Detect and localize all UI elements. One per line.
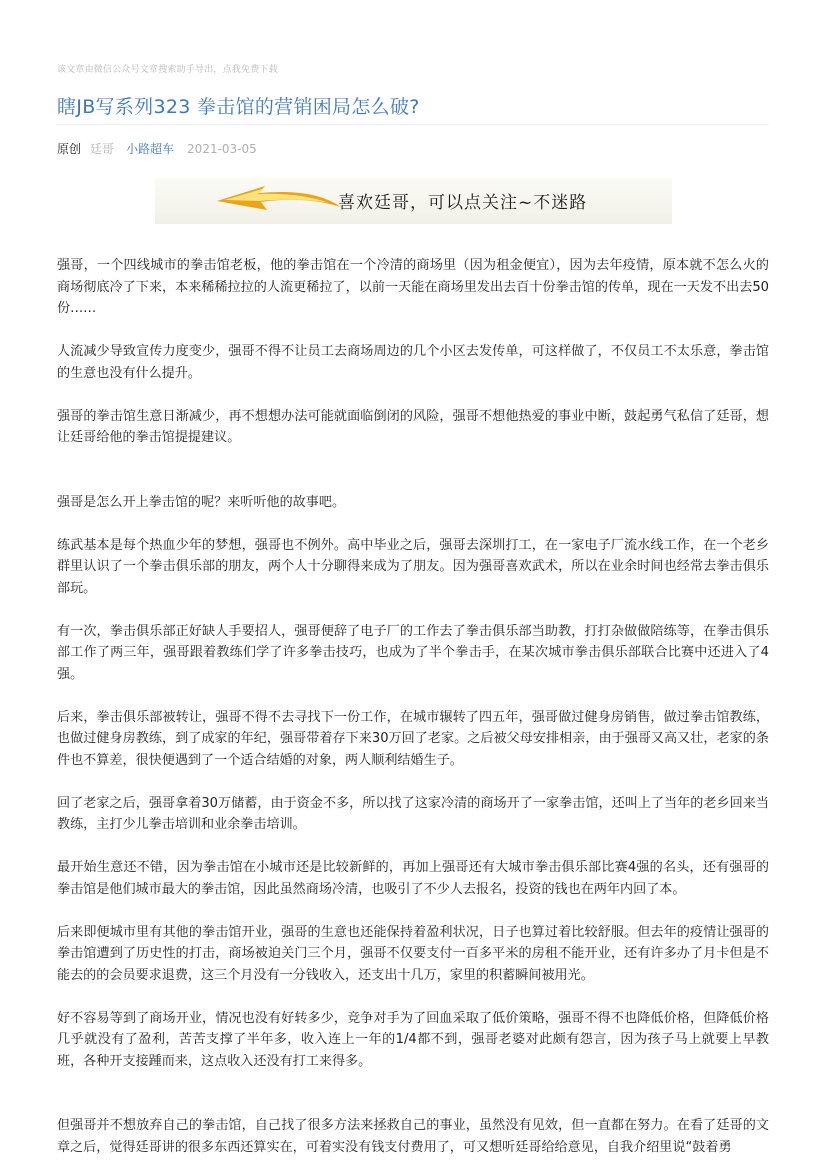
paragraph: 后来，拳击俱乐部被转让，强哥不得不去寻找下一份工作，在城市辗转了四五年，强哥做过健身房销售，做过拳击馆教练，也做过健身房教练，到了成家的年纪，强哥带着存下来30万回了老家。之后被父母安排相亲，由于强哥又高又壮，老家的条件也不算差，很快便遇到了一个适合结婚的对象，两人顺利结婚生子。 [57,709,769,768]
banner-text: 喜欢廷哥，可以点关注~不迷路 [338,193,588,213]
paragraph: 回了老家之后，强哥拿着30万储蓄，由于资金不多，所以找了这家冷清的商场开了一家拳击馆，还叫上了当年的老乡回来当教练，主打少儿拳击培训和业余拳击培训。 [57,795,769,832]
paragraph: 强哥的拳击馆生意日渐减少，再不想想办法可能就面临倒闭的风险，强哥不想他热爱的事业中断，鼓起勇气私信了廷哥，想让廷哥给他的拳击馆提提建议。 [57,408,769,445]
paragraph: 但强哥并不想放弃自己的拳击馆，自己找了很多方法来拯救自己的事业，虽然没有见效，但一直都在努力。在看了廷哥的文章之后，觉得廷哥讲的很多东西还算实在，可着实没有钱支付费用了，可又想听廷哥给给意见，自我介绍里说“鼓着勇 [57,1118,769,1155]
paragraph: 后来即便城市里有其他的拳击馆开业，强哥的生意也还能保持着盈利状况，日子也算过着比较舒服。但去年的疫情让强哥的拳击馆遭到了历史性的打击，商场被迫关门三个月，强哥不仅要支付一百多平米的房租不能开业，还有许多办了月卡但是不能去的的会员要求退费，这三个月没有一分钱收入，还支出十几万，家里的积蓄瞬间被用光。 [57,924,769,983]
article-body [57,255,769,1158]
paragraph: 强哥是怎么开上拳击馆的呢？来听听他的故事吧。 [57,494,346,510]
original-tag: 原创 [57,142,82,156]
paragraph: 人流减少导致宣传力度变少，强哥不得不让员工去商场周边的几个小区去发传单，可这样做了，不仅员工不太乐意，拳击馆的生意也没有什么提升。 [57,344,769,381]
publish-date: 2021-03-05 [187,141,257,156]
paragraph: 好不容易等到了商场开业，情况也没有好转多少，竞争对手为了回血采取了低价策略，强哥不得不也降低价格，但降低价格几乎就没有了盈利，苦苦支撑了半年多，收入连上一年的1/4都不到，强哥老婆对此颇有怨言，因为孩子马上就要上早教班，各种开支接踵而来，这点收入还没有打工来得多。 [57,1010,769,1069]
title-divider [57,124,769,125]
article-meta [57,140,257,157]
account-link[interactable]: 小路超车 [126,142,175,156]
paragraph: 练武基本是每个热血少年的梦想，强哥也不例外。高中毕业之后，强哥去深圳打工，在一家电子厂流水线工作，在一个老乡群里认识了一个拳击俱乐部的朋友，两个人十分聊得来成为了朋友。因为强哥喜欢武术，所以在业余时间也经常去拳击俱乐部玩。 [57,537,769,596]
export-notice-link[interactable]: 该文章由微信公众号文章搜索助手导出，点我免费下载 [57,65,278,75]
paragraph: 强哥，一个四线城市的拳击馆老板，他的拳击馆在一个冷清的商场里（因为租金便宜），因为去年疫情，原本就不怎么火的商场彻底冷了下来，本来稀稀拉拉的人流更稀拉了，以前一天能在商场里发出去百十份拳击馆的传单，现在一天发不出去50份…… [57,258,769,316]
article-title: 瞎JB写系列323 拳击馆的营销困局怎么破? [57,96,420,118]
follow-banner [155,178,672,224]
paragraph: 有一次，拳击俱乐部正好缺人手要招人，强哥便辞了电子厂的工作去了拳击俱乐部当助教，打打杂做做陪练等，在拳击俱乐部工作了两三年，强哥跟着教练们学了许多拳击技巧，也成为了半个拳击手，在某次城市拳击俱乐部联合比赛中还进入了4强。 [57,623,769,682]
author-name: 廷哥 [90,142,115,156]
arrow-swoosh-icon [215,180,345,220]
paragraph: 最开始生意还不错，因为拳击馆在小城市还是比较新鲜的，再加上强哥还有大城市拳击俱乐部比赛4强的名头，还有强哥的拳击馆是他们城市最大的拳击馆，因此虽然商场冷清，也吸引了不少人去报名，投资的钱也在两年内回了本。 [57,860,769,897]
